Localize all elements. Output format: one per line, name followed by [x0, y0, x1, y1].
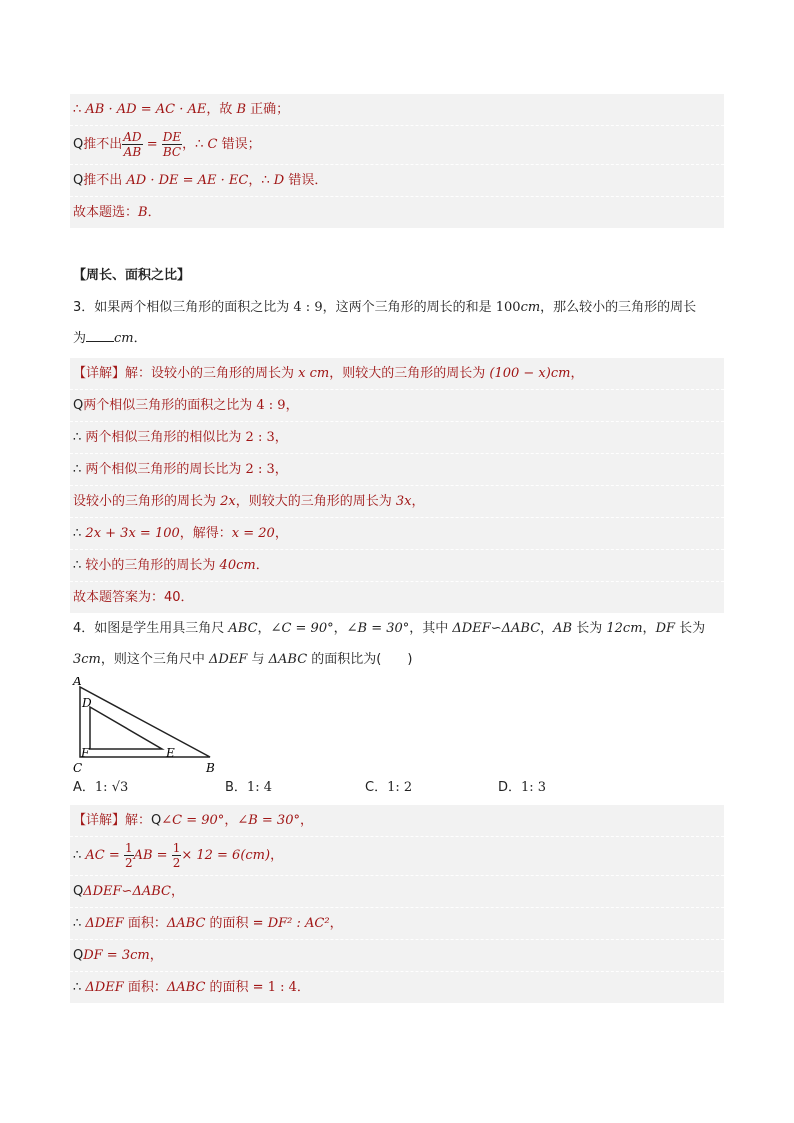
solution-line: QDF = 3cm， — [70, 940, 724, 972]
solution-line: ∴ AC = $\frac{1}{2}$ AB = $\frac{1}{2}$ × 12 = 6(cm)， — [70, 837, 724, 876]
label-c: C — [73, 761, 83, 775]
solution-line: Q推不出 AD · DE = AE · EC，∴ D 错误． — [70, 165, 724, 197]
answer-blank[interactable] — [86, 329, 114, 342]
answer-options — [70, 775, 724, 801]
section-title: 【周长、面积之比】 — [73, 268, 191, 283]
solution-line: ∴ 两个相似三角形的相似比为 2 : 3， — [70, 422, 724, 454]
question-4: 4．如图是学生用具三角尺 ABC，∠C = 90°，∠B = 30°，其中 ΔDEF∽ΔABC，AB 长为 12cm，DF 长为 3cm，则这个三角尺中 ΔDEF 与 ΔABC 的面积比为( ) — [73, 621, 706, 667]
solution-line: ∴ 较小的三角形的周长为 40cm． — [70, 550, 724, 582]
fraction: $\frac{1}{2}$ — [172, 841, 181, 870]
detail-tag: 【详解】 — [73, 813, 126, 828]
solution-line: 【详解】解：设较小的三角形的周长为 x cm，则较大的三角形的周长为 (100 − x)cm， — [70, 358, 724, 390]
solution-line: 故本题选：B． — [73, 205, 161, 220]
solution-line: ∴ ΔDEF 面积：ΔABC 的面积 = 1 : 4． — [73, 980, 310, 995]
label-b: B — [206, 761, 215, 775]
solution-line: 故本题答案为：40． — [73, 590, 194, 605]
solution-line: ∴ 2x + 3x = 100，解得：x = 20， — [70, 518, 724, 550]
option-d[interactable]: D．1: 3 — [498, 780, 547, 795]
fraction: $\frac{1}{2}$ — [124, 841, 133, 870]
document-page — [70, 94, 724, 1003]
solution-line: ∴ ΔDEF 面积：ΔABC 的面积 = DF² : AC²， — [70, 908, 724, 940]
triangle-diagram — [70, 677, 230, 775]
label-d: D — [82, 696, 92, 710]
triangle-abc — [80, 687, 210, 757]
solution-line: 设较小的三角形的周长为 2x，则较大的三角形的周长为 3x， — [70, 486, 724, 518]
solution-line: ∴ 两个相似三角形的周长比为 2 : 3， — [70, 454, 724, 486]
solution-block-3 — [70, 358, 724, 613]
option-b[interactable]: B．1: 4 — [225, 780, 272, 795]
fraction: $\frac{DE}{BC}$ — [162, 130, 182, 159]
option-c[interactable]: C．1: 2 — [365, 780, 413, 795]
label-f: F — [81, 746, 90, 760]
triangle-figure — [70, 677, 230, 775]
option-a[interactable]: A．1: √3 — [73, 780, 129, 795]
triangle-def — [90, 707, 162, 749]
solution-block-4 — [70, 805, 724, 1003]
label-e: E — [166, 746, 175, 760]
solution-line: ∴ AB · AD = AC · AE，故 B 正确； — [70, 94, 724, 126]
solution-line: Q两个相似三角形的面积之比为 4 : 9， — [70, 390, 724, 422]
question-3: 3．如果两个相似三角形的面积之比为 4 : 9，这两个三角形的周长的和是 100cm，那么较小的三角形的周长 为 cm． — [73, 300, 697, 346]
solution-line: 【详解】解：Q∠C = 90°，∠B = 30°， — [70, 805, 724, 837]
fraction: $\frac{AD}{AB}$ — [123, 130, 142, 159]
label-a: A — [73, 677, 82, 688]
solution-block-prev — [70, 94, 724, 228]
solution-line: Q推不出 $\frac{AD}{AB}$ = $\frac{DE}{BC}$ ，∴ C 错误； — [70, 126, 724, 165]
solution-line: QΔDEF∽ΔABC， — [70, 876, 724, 908]
detail-tag: 【详解】 — [73, 366, 126, 381]
